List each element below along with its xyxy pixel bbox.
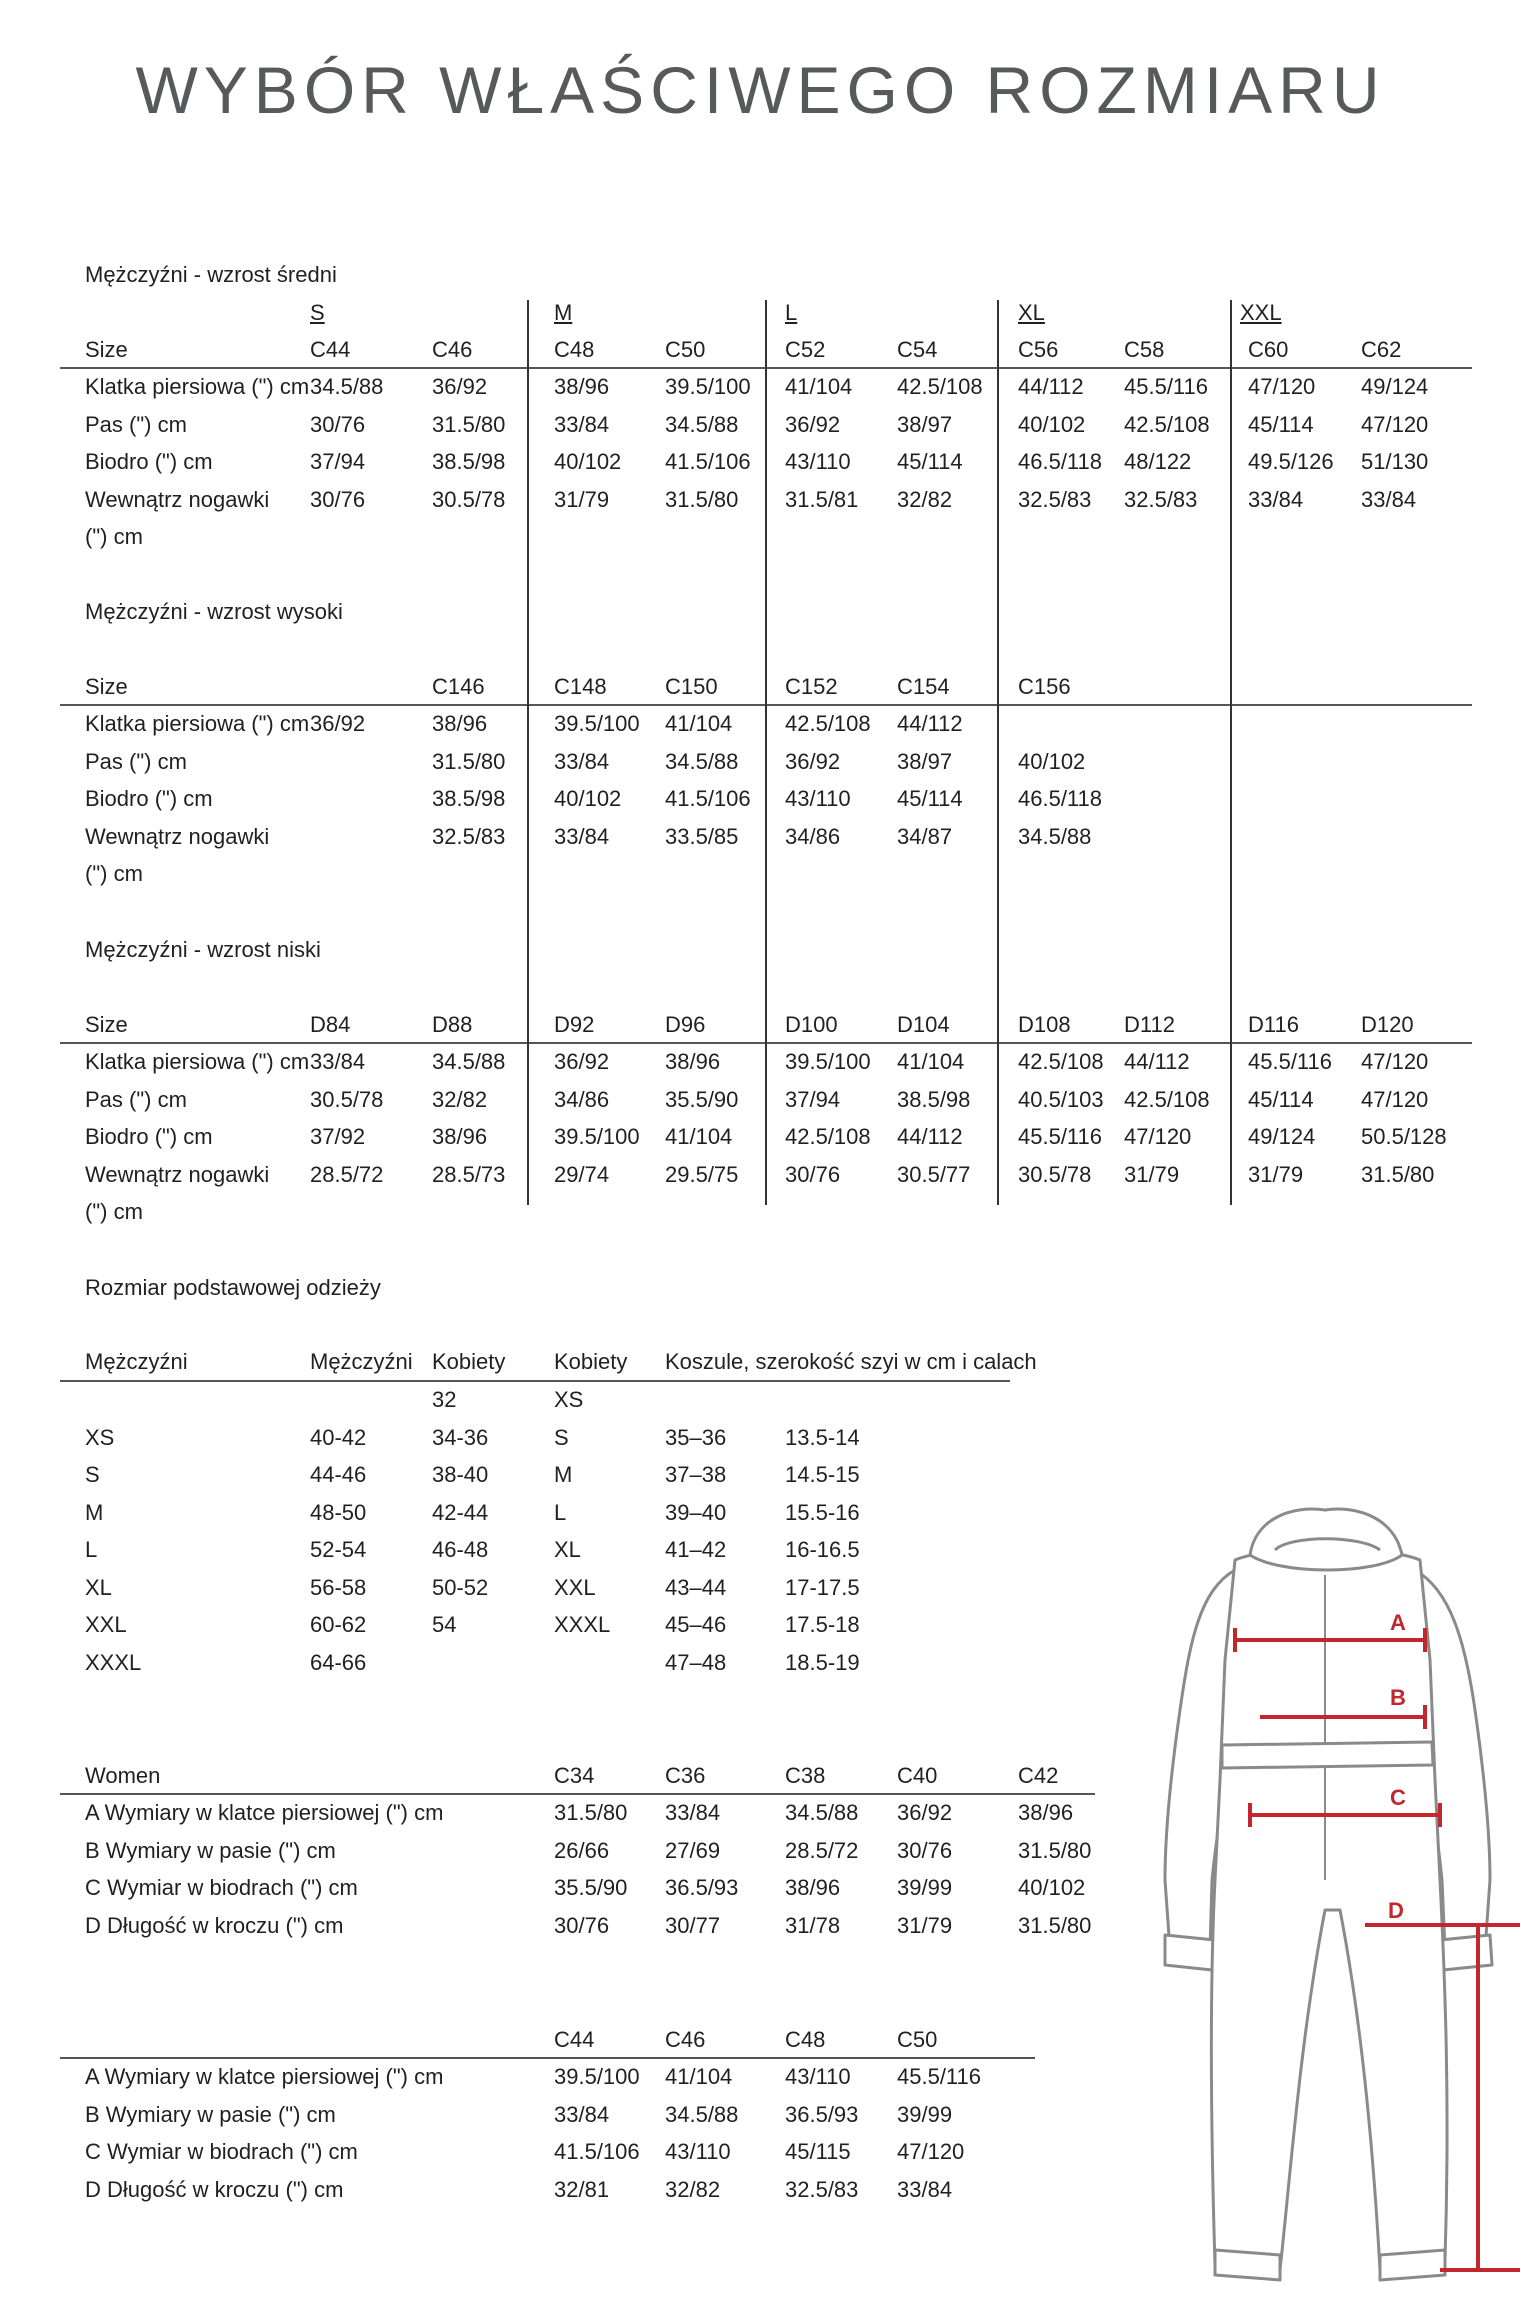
column-header: Mężczyźni <box>85 1349 188 1374</box>
table-cell: 33/84 <box>554 411 610 437</box>
table-cell: 45/114 <box>897 449 963 474</box>
size-group-label: L <box>785 300 798 325</box>
right-cuff <box>1440 1935 1492 1970</box>
table-cell: 42.5/108 <box>1124 1086 1210 1112</box>
column-header: D84 <box>310 1012 351 1037</box>
table-cell: 48/122 <box>1124 449 1192 474</box>
table-cell: 34.5/88 <box>432 1049 506 1074</box>
table-cell: 45/114 <box>1248 411 1314 437</box>
table-cell: 47/120 <box>1124 1124 1192 1149</box>
table-cell: 40-42 <box>310 1424 367 1450</box>
row-label: Klatka piersiowa (") cm <box>85 711 310 736</box>
table-cell: 45.5/116 <box>1248 1049 1333 1074</box>
table-cell: 34.5/88 <box>785 1800 859 1825</box>
table-cell: 30.5/77 <box>897 1161 971 1187</box>
size-group-label: M <box>554 300 573 325</box>
section-heading: Rozmiar podstawowej odzieży <box>85 1275 381 1300</box>
table-cell: 31.5/80 <box>432 748 506 774</box>
table-cell: 32.5/83 <box>1124 486 1198 512</box>
column-header: C156 <box>1018 674 1071 699</box>
column-header: D104 <box>897 1012 950 1037</box>
row-label: Wewnątrz nogawki <box>85 486 270 512</box>
table-cell: 45.5/116 <box>897 2064 982 2089</box>
row-label: XS <box>85 1424 115 1450</box>
table-cell: XS <box>554 1387 584 1412</box>
table-cell: 52-54 <box>310 1537 367 1562</box>
column-divider <box>997 300 999 1205</box>
table-cell: 34.5/88 <box>665 748 739 774</box>
table-cell: 34.5/88 <box>310 374 384 399</box>
column-header: D108 <box>1018 1012 1071 1037</box>
table-cell: 39.5/100 <box>554 711 640 736</box>
table-cell: 30/76 <box>785 1161 841 1187</box>
table-cell: 36/92 <box>554 1049 610 1074</box>
column-header: D120 <box>1361 1012 1414 1037</box>
column-header: C60 <box>1248 337 1289 362</box>
table-cell: 34/87 <box>897 823 953 849</box>
table-cell: 34/86 <box>785 823 841 849</box>
table-cell: 31.5/80 <box>665 486 739 512</box>
row-label: Pas (") cm <box>85 1086 187 1112</box>
row-label: S <box>85 1462 100 1487</box>
table-cell: 33/84 <box>1361 486 1417 512</box>
column-header: C50 <box>897 2027 938 2052</box>
coverall-body <box>1211 1549 1447 2270</box>
table-cell: 32/82 <box>897 486 953 512</box>
column-header: Mężczyźni <box>310 1349 413 1374</box>
table-cell: 31/79 <box>554 486 610 512</box>
row-label: Biodro (") cm <box>85 786 213 811</box>
column-header: Women <box>85 1763 161 1788</box>
table-cell: 47/120 <box>897 2139 965 2164</box>
table-cell: 43–44 <box>665 1574 727 1600</box>
row-label: Pas (") cm <box>85 411 187 437</box>
column-header: C50 <box>665 337 706 362</box>
table-cell: 30.5/78 <box>310 1086 384 1112</box>
size-group-label: XL <box>1018 300 1045 325</box>
table-cell: 40.5/103 <box>1018 1086 1104 1112</box>
table-cell: 27/69 <box>665 1837 721 1863</box>
table-cell: 47/120 <box>1248 374 1316 399</box>
table-cell: 43/110 <box>785 449 851 474</box>
table-cell: 49.5/126 <box>1248 449 1334 474</box>
table-cell: 42.5/108 <box>785 711 871 736</box>
section-heading: Mężczyźni - wzrost wysoki <box>85 599 343 624</box>
row-label: Wewnątrz nogawki <box>85 1161 270 1187</box>
table-cell: 44/112 <box>1124 1049 1190 1074</box>
table-cell: 44-46 <box>310 1462 367 1487</box>
table-cell: 40/102 <box>1018 748 1086 774</box>
table-cell: 51/130 <box>1361 449 1429 474</box>
coverall-diagram <box>1140 1480 1521 2315</box>
column-header: D88 <box>432 1012 473 1037</box>
table-cell: 31.5/80 <box>432 411 506 437</box>
table-cell: 33/84 <box>1248 486 1304 512</box>
table-cell: 45.5/116 <box>1018 1124 1103 1149</box>
label-c: C <box>1390 1785 1406 1810</box>
column-header: D92 <box>554 1012 595 1037</box>
row-label-continued: (") cm <box>85 524 143 549</box>
table-cell: L <box>554 1499 567 1525</box>
row-label-continued: (") cm <box>85 1199 143 1224</box>
table-cell: 29.5/75 <box>665 1161 739 1187</box>
column-header: C48 <box>785 2027 826 2052</box>
table-cell: 32 <box>432 1387 457 1412</box>
column-divider <box>527 300 529 1205</box>
table-cell: 38/96 <box>665 1049 721 1074</box>
table-cell: 29/74 <box>554 1161 610 1187</box>
table-cell: 38/96 <box>785 1875 841 1900</box>
column-header: C44 <box>554 2027 595 2052</box>
column-header: D96 <box>665 1012 706 1037</box>
table-cell: 16-16.5 <box>785 1537 860 1562</box>
table-cell: 30.5/78 <box>432 486 506 512</box>
table-cell: 33/84 <box>554 823 610 849</box>
table-cell: 33/84 <box>897 2176 953 2202</box>
row-label: B Wymiary w pasie (") cm <box>85 2101 336 2127</box>
column-header: C42 <box>1018 1763 1059 1788</box>
row-label: Biodro (") cm <box>85 449 213 474</box>
table-cell: 64-66 <box>310 1649 367 1675</box>
table-cell: 38.5/98 <box>432 786 506 811</box>
table-cell: 32/82 <box>665 2176 721 2202</box>
table-cell: 38/96 <box>554 374 610 399</box>
header-rule <box>60 1793 1095 1795</box>
row-label: XL <box>85 1574 112 1600</box>
table-cell: 38/97 <box>897 411 953 437</box>
column-header: C34 <box>554 1763 595 1788</box>
table-cell: 30/77 <box>665 1912 721 1938</box>
table-cell: 42.5/108 <box>1124 411 1210 437</box>
table-cell: 39.5/100 <box>554 2064 640 2089</box>
column-header: D100 <box>785 1012 838 1037</box>
table-cell: 31/79 <box>1124 1161 1180 1187</box>
column-header: C154 <box>897 674 950 699</box>
table-cell: 40/102 <box>1018 411 1086 437</box>
size-group-label: XXL <box>1240 300 1282 325</box>
table-cell: 28.5/73 <box>432 1161 506 1187</box>
column-header: C36 <box>665 1763 706 1788</box>
table-cell: 44/112 <box>1018 374 1084 399</box>
label-d: D <box>1388 1898 1404 1923</box>
table-cell: 36/92 <box>432 374 488 399</box>
row-label: XXL <box>85 1612 127 1637</box>
table-cell: 45/114 <box>1248 1086 1314 1112</box>
table-cell: 47/120 <box>1361 411 1429 437</box>
column-header: C48 <box>554 337 595 362</box>
table-cell: 41.5/106 <box>665 786 751 811</box>
table-cell: 37/92 <box>310 1124 366 1149</box>
row-label: Klatka piersiowa (") cm <box>85 1049 310 1074</box>
table-cell: 43/110 <box>785 786 851 811</box>
table-cell: 18.5-19 <box>785 1649 860 1675</box>
table-cell: XXXL <box>554 1612 611 1637</box>
table-cell: 38/96 <box>432 1124 488 1149</box>
table-cell: 45–46 <box>665 1612 727 1637</box>
column-header: C152 <box>785 674 838 699</box>
table-cell: 14.5-15 <box>785 1462 860 1487</box>
row-label: B Wymiary w pasie (") cm <box>85 1837 336 1863</box>
row-label: A Wymiary w klatce piersiowej (") cm <box>85 2064 444 2089</box>
table-cell: 30/76 <box>310 411 366 437</box>
row-label: Wewnątrz nogawki <box>85 823 270 849</box>
header-rule <box>60 1380 1010 1382</box>
table-cell: 41.5/106 <box>554 2139 640 2164</box>
table-cell: 38/96 <box>432 711 488 736</box>
table-cell: 37–38 <box>665 1462 727 1487</box>
table-cell: 38/96 <box>1018 1800 1074 1825</box>
table-cell: 49/124 <box>1361 374 1429 399</box>
table-cell: 54 <box>432 1612 457 1637</box>
row-label: A Wymiary w klatce piersiowej (") cm <box>85 1800 444 1825</box>
table-cell: 26/66 <box>554 1837 610 1863</box>
table-cell: 33/84 <box>310 1049 366 1074</box>
table-cell: 13.5-14 <box>785 1424 860 1450</box>
table-cell: 60-62 <box>310 1612 367 1637</box>
table-cell: M <box>554 1462 573 1487</box>
table-cell: 32.5/83 <box>785 2176 859 2202</box>
page-title: WYBÓR WŁAŚCIWEGO ROZMIARU <box>135 53 1386 127</box>
table-cell: 46-48 <box>432 1537 489 1562</box>
table-cell: 32.5/83 <box>432 823 506 849</box>
column-header: C54 <box>897 337 938 362</box>
row-label: XXXL <box>85 1649 142 1675</box>
table-cell: 31.5/80 <box>554 1800 628 1825</box>
table-cell: 17-17.5 <box>785 1574 860 1600</box>
table-cell: 41/104 <box>665 2064 733 2089</box>
table-cell: 45.5/116 <box>1124 374 1209 399</box>
table-cell: 42.5/108 <box>897 374 983 399</box>
table-cell: 39.5/100 <box>785 1049 871 1074</box>
table-cell: 36.5/93 <box>665 1875 739 1900</box>
table-cell: 38.5/98 <box>897 1086 971 1112</box>
column-divider <box>1230 300 1232 1205</box>
table-cell: 45/114 <box>897 786 963 811</box>
table-cell: 28.5/72 <box>310 1161 384 1187</box>
table-cell: 42-44 <box>432 1499 489 1525</box>
column-header: C62 <box>1361 337 1402 362</box>
table-cell: 48-50 <box>310 1499 367 1525</box>
table-cell: XL <box>554 1537 581 1562</box>
row-label: C Wymiar w biodrach (") cm <box>85 1875 358 1900</box>
column-header: C146 <box>432 674 485 699</box>
column-header: Kobiety <box>432 1349 506 1374</box>
column-header: Koszule, szerokość szyi w cm i calach <box>665 1349 1037 1374</box>
left-cuff <box>1165 1935 1215 1970</box>
row-label: L <box>85 1537 98 1562</box>
table-cell: 50.5/128 <box>1361 1124 1447 1149</box>
table-cell: 30.5/78 <box>1018 1161 1092 1187</box>
label-a: A <box>1390 1610 1406 1635</box>
table-cell: 30/76 <box>897 1837 953 1863</box>
table-cell: 46.5/118 <box>1018 449 1103 474</box>
table-cell: 15.5-16 <box>785 1499 860 1525</box>
table-cell: 36/92 <box>897 1800 953 1825</box>
table-cell: 39–40 <box>665 1499 727 1525</box>
table-cell: 32/82 <box>432 1086 488 1112</box>
row-label: C Wymiar w biodrach (") cm <box>85 2139 358 2164</box>
size-group-label: S <box>310 300 325 325</box>
table-cell: 47/120 <box>1361 1086 1429 1112</box>
column-header: Kobiety <box>554 1349 628 1374</box>
table-cell: 35.5/90 <box>665 1086 739 1112</box>
table-cell: 41/104 <box>665 1124 733 1149</box>
table-cell: 41/104 <box>665 711 733 736</box>
table-cell: 43/110 <box>785 2064 851 2089</box>
column-header: C150 <box>665 674 718 699</box>
table-cell: 50-52 <box>432 1574 489 1600</box>
table-cell: 44/112 <box>897 1124 963 1149</box>
table-cell: 33.5/85 <box>665 823 739 849</box>
row-label: Biodro (") cm <box>85 1124 213 1149</box>
table-cell: 37/94 <box>310 449 366 474</box>
table-cell: 31.5/80 <box>1018 1912 1092 1938</box>
column-header: Size <box>85 674 128 699</box>
column-header: Size <box>85 337 128 362</box>
table-cell: 46.5/118 <box>1018 786 1103 811</box>
row-label: Pas (") cm <box>85 748 187 774</box>
row-label-continued: (") cm <box>85 861 143 886</box>
column-header: C56 <box>1018 337 1059 362</box>
table-cell: 41.5/106 <box>665 449 751 474</box>
table-cell: 39.5/100 <box>554 1124 640 1149</box>
table-cell: 38-40 <box>432 1462 489 1487</box>
column-header: C46 <box>432 337 473 362</box>
table-cell: 42.5/108 <box>785 1124 871 1149</box>
table-cell: 34.5/88 <box>1018 823 1092 849</box>
table-cell: 36/92 <box>785 411 841 437</box>
table-cell: 34.5/88 <box>665 2101 739 2127</box>
table-cell: 31.5/80 <box>1018 1837 1092 1863</box>
row-label: D Długość w kroczu (") cm <box>85 2176 344 2202</box>
table-cell: 41–42 <box>665 1537 727 1562</box>
column-header: D116 <box>1248 1012 1299 1037</box>
table-cell: 44/112 <box>897 711 963 736</box>
table-cell: 31/79 <box>1248 1161 1304 1187</box>
table-cell: 17.5-18 <box>785 1612 860 1637</box>
table-cell: 41/104 <box>785 374 853 399</box>
table-cell: 34-36 <box>432 1424 489 1450</box>
table-cell: 39/99 <box>897 2101 953 2127</box>
column-header: C148 <box>554 674 607 699</box>
table-cell: 47/120 <box>1361 1049 1429 1074</box>
section-heading: Mężczyźni - wzrost niski <box>85 937 321 962</box>
table-cell: 36/92 <box>785 748 841 774</box>
table-cell: 33/84 <box>554 748 610 774</box>
table-cell: 30/76 <box>310 486 366 512</box>
label-b: B <box>1390 1685 1406 1710</box>
table-cell: 35–36 <box>665 1424 727 1450</box>
table-cell: 36.5/93 <box>785 2101 859 2127</box>
table-cell: 41/104 <box>897 1049 965 1074</box>
table-cell: 45/115 <box>785 2139 851 2164</box>
table-cell: 33/84 <box>554 2101 610 2127</box>
table-cell: 47–48 <box>665 1649 727 1675</box>
table-cell: 35.5/90 <box>554 1875 628 1900</box>
table-cell: 32/81 <box>554 2176 610 2202</box>
column-header: D112 <box>1124 1012 1175 1037</box>
table-cell: 34/86 <box>554 1086 610 1112</box>
section-heading: Mężczyźni - wzrost średni <box>85 262 337 287</box>
table-cell: 31/79 <box>897 1912 953 1938</box>
column-header: C38 <box>785 1763 826 1788</box>
table-cell: 56-58 <box>310 1574 367 1600</box>
column-header: C46 <box>665 2027 706 2052</box>
row-label: M <box>85 1499 104 1525</box>
table-cell: 38/97 <box>897 748 953 774</box>
column-header: Size <box>85 1012 128 1037</box>
table-cell: 39.5/100 <box>665 374 751 399</box>
table-cell: 28.5/72 <box>785 1837 859 1863</box>
table-cell: 38.5/98 <box>432 449 506 474</box>
column-header: C58 <box>1124 337 1165 362</box>
table-cell: XXL <box>554 1574 596 1600</box>
row-label: Klatka piersiowa (") cm <box>85 374 310 399</box>
table-cell: 31.5/81 <box>785 486 859 512</box>
table-cell: 49/124 <box>1248 1124 1316 1149</box>
column-header: C44 <box>310 337 351 362</box>
table-cell: 34.5/88 <box>665 411 739 437</box>
table-cell: 30/76 <box>554 1912 610 1938</box>
table-cell: 40/102 <box>554 786 622 811</box>
column-header: C52 <box>785 337 826 362</box>
table-cell: 39/99 <box>897 1875 953 1900</box>
belt <box>1222 1742 1433 1768</box>
table-cell: 31.5/80 <box>1361 1161 1435 1187</box>
header-rule <box>60 2057 1035 2059</box>
column-header: C40 <box>897 1763 938 1788</box>
table-cell: 43/110 <box>665 2139 731 2164</box>
table-cell: 32.5/83 <box>1018 486 1092 512</box>
column-divider <box>765 300 767 1205</box>
table-cell: 36/92 <box>310 711 366 736</box>
table-cell: 33/84 <box>665 1800 721 1825</box>
table-cell: 31/78 <box>785 1912 841 1938</box>
table-cell: S <box>554 1424 569 1450</box>
table-cell: 42.5/108 <box>1018 1049 1104 1074</box>
table-cell: 40/102 <box>554 449 622 474</box>
row-label: D Długość w kroczu (") cm <box>85 1912 344 1938</box>
table-cell: 37/94 <box>785 1086 841 1112</box>
table-cell: 40/102 <box>1018 1875 1086 1900</box>
